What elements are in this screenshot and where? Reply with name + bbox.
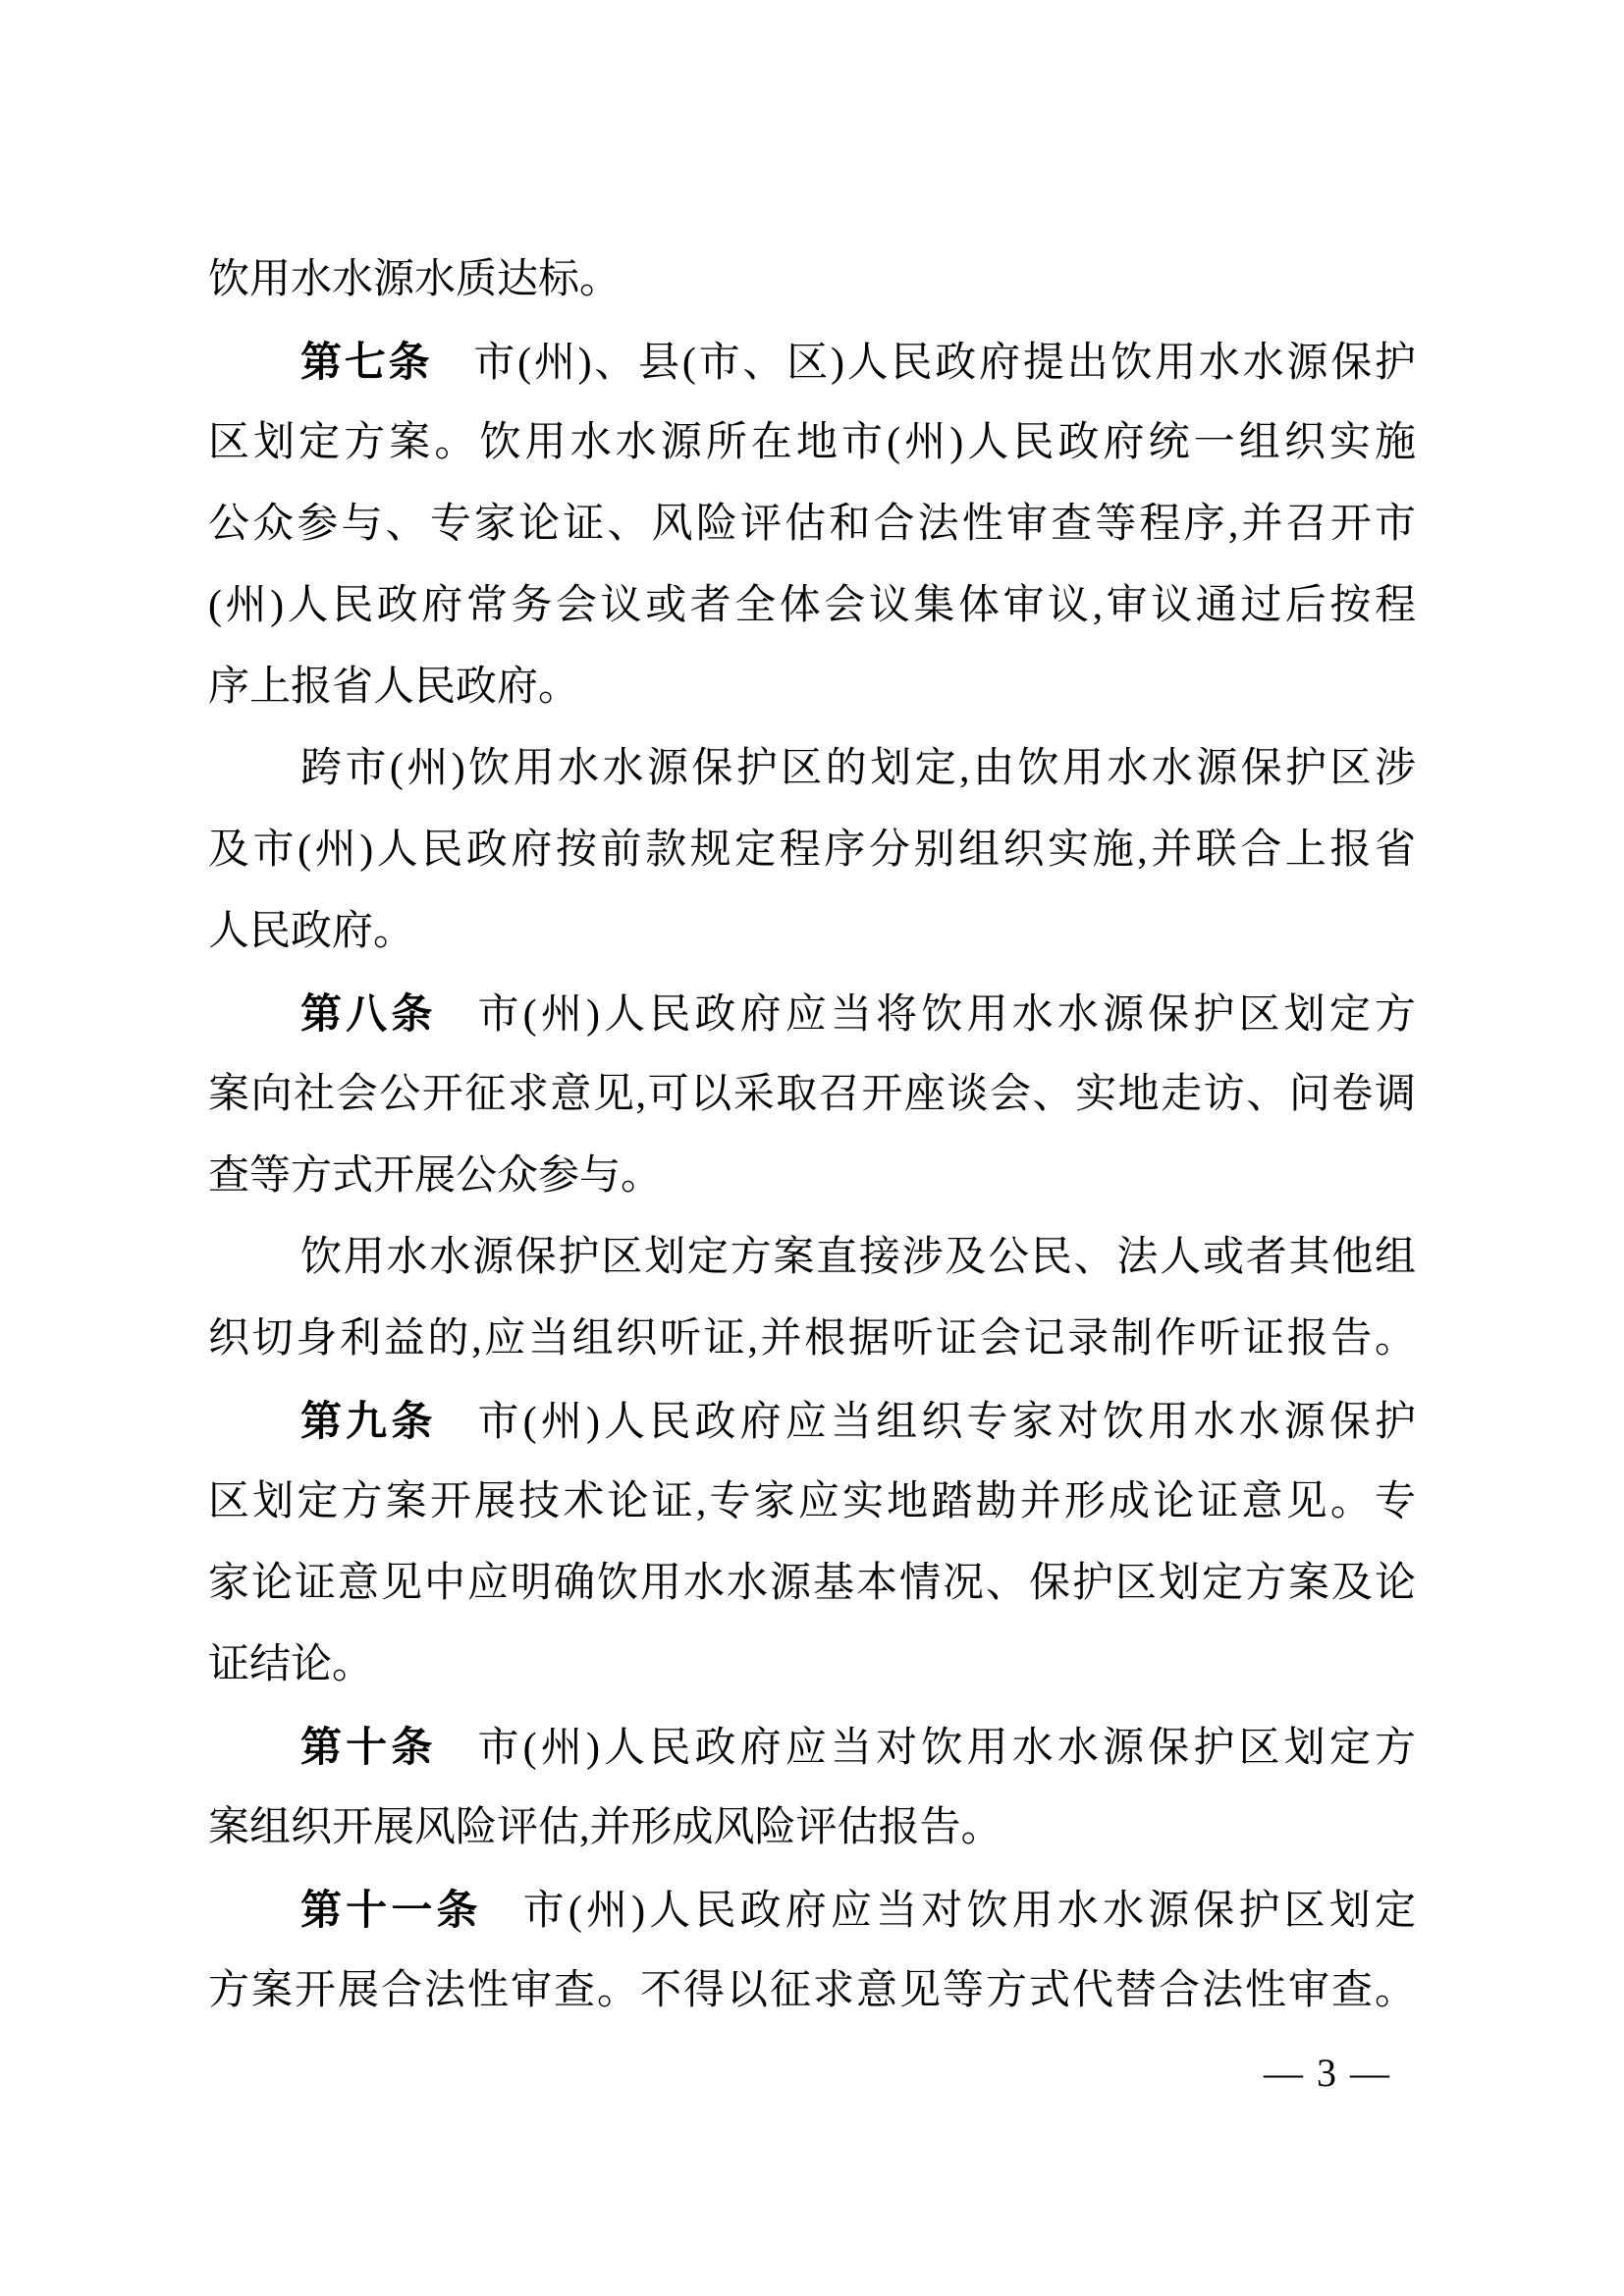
article-number-heading: 第十条 [300, 1724, 437, 1770]
article-number-heading: 第八条 [300, 990, 437, 1037]
article-number-heading: 第七条 [300, 339, 433, 385]
line-text: 家论证意见中应明确饮用水水源基本情况、保护区划定方案及论 [208, 1561, 1416, 1606]
line-text: 织切身利益的,应当组织听证,并根据听证会记录制作听证报告。 [208, 1316, 1416, 1362]
text-line [208, 1380, 1416, 1462]
line-text: 市(州)、县(市、区)人民政府提出饮用水水源保护 [473, 341, 1416, 386]
text-line [208, 321, 1416, 402]
line-text: 案向社会公开征求意见,可以采取召开座谈会、实地走访、问卷调 [208, 1072, 1416, 1117]
text-line [208, 728, 1416, 810]
text-line [208, 1706, 1416, 1788]
line-text: 饮用水水源水质达标。 [208, 257, 622, 302]
line-text: 市(州)人民政府应当将饮用水水源保护区划定方 [477, 992, 1416, 1038]
page-number: — 3 — [1264, 2051, 1391, 2095]
line-text: 市(州)人民政府应当对饮用水水源保护区划定 [522, 1889, 1416, 1934]
line-text: 公众参与、专家论证、风险评估和合法性审查等程序,并召开市 [208, 502, 1416, 547]
line-text: (州)人民政府常务会议或者全体会议集体审议,审议通过后按程 [208, 583, 1416, 628]
text-line [208, 973, 1416, 1054]
line-text: 跨市(州)饮用水水源保护区的划定,由饮用水水源保护区涉 [300, 746, 1416, 791]
text-line [208, 1869, 1416, 1950]
text-line [208, 1625, 1416, 1706]
text-line [208, 402, 1416, 484]
article-number-heading: 第十一条 [300, 1887, 482, 1933]
text-line [208, 647, 1416, 728]
line-text: 市(州)人民政府应当对饮用水水源保护区划定方 [477, 1726, 1416, 1771]
line-text: 区划定方案。饮用水水源所在地市(州)人民政府统一组织实施 [208, 420, 1416, 465]
document-body [208, 240, 1416, 2032]
line-text: 案组织开展风险评估,并形成风险评估报告。 [208, 1805, 1002, 1850]
line-text: 饮用水水源保护区划定方案直接涉及公民、法人或者其他组 [300, 1235, 1416, 1280]
text-line [208, 1136, 1416, 1217]
page-footer [1227, 2050, 1428, 2097]
text-line [208, 240, 1416, 321]
line-text: 查等方式开展公众参与。 [208, 1153, 663, 1199]
text-line [208, 1299, 1416, 1380]
text-line [208, 891, 1416, 973]
text-line [208, 810, 1416, 891]
text-line [208, 1950, 1416, 2032]
text-line [208, 484, 1416, 565]
line-text: 区划定方案开展技术论证,专家应实地踏勘并形成论证意见。专 [208, 1479, 1416, 1524]
text-line [208, 565, 1416, 647]
line-text: 方案开展合法性审查。不得以征求意见等方式代替合法性审查。 [208, 1968, 1416, 2013]
line-text: 序上报省人民政府。 [208, 665, 580, 710]
line-text: 市(州)人民政府应当组织专家对饮用水水源保护 [477, 1400, 1416, 1445]
text-line [208, 1217, 1416, 1299]
line-text: 证结论。 [208, 1642, 374, 1687]
line-text: 人民政府。 [208, 909, 415, 954]
text-line [208, 1788, 1416, 1869]
article-number-heading: 第九条 [300, 1398, 437, 1444]
text-line [208, 1543, 1416, 1625]
line-text: 及市(州)人民政府按前款规定程序分别组织实施,并联合上报省 [208, 828, 1416, 873]
text-line [208, 1462, 1416, 1543]
text-line [208, 1054, 1416, 1136]
